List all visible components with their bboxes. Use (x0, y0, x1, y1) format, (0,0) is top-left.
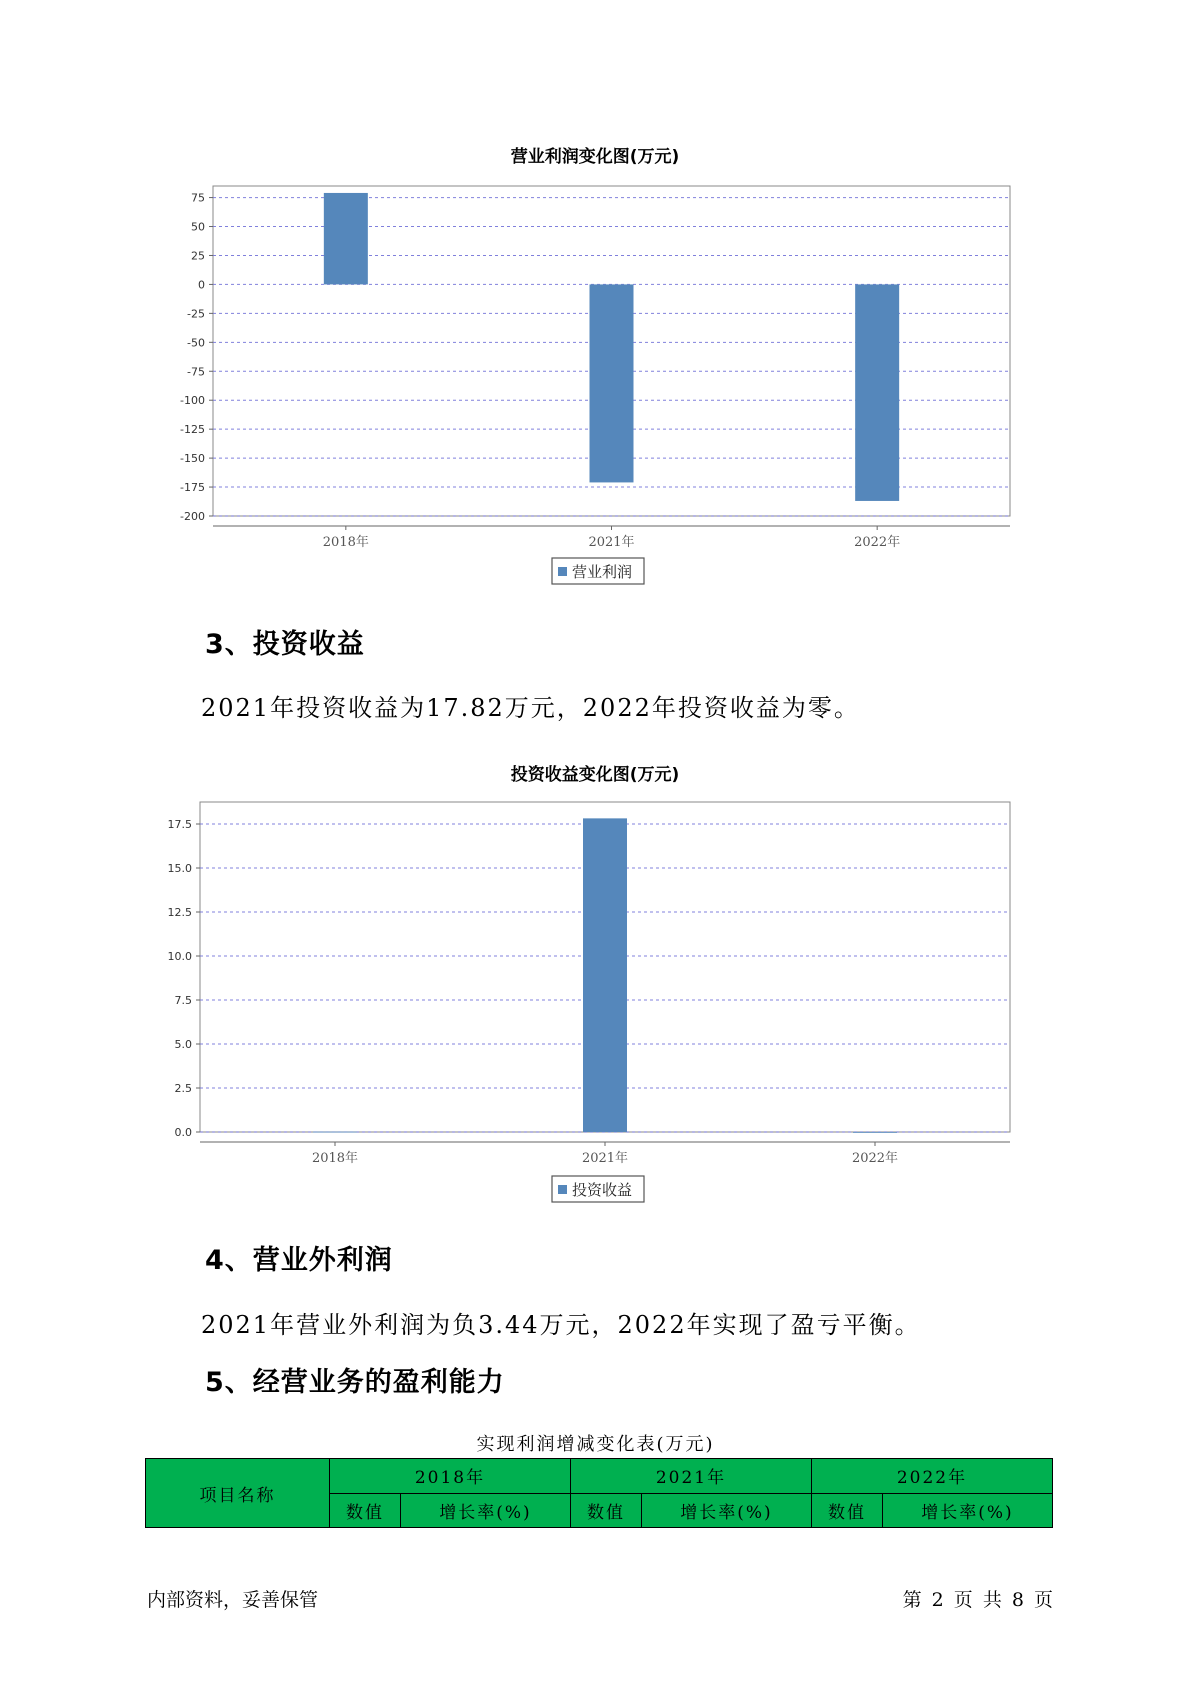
y-tick-label: 17.5 (167, 818, 192, 831)
legend-label: 投资收益 (572, 1181, 633, 1199)
legend-swatch (558, 1185, 567, 1194)
legend-label: 营业利润 (572, 563, 633, 581)
y-tick-label: -75 (187, 365, 205, 379)
legend-swatch (558, 567, 567, 576)
y-tick-label: -125 (180, 423, 205, 437)
value-header-2021: 数值 (570, 1493, 641, 1528)
x-tick-label: 2021年 (581, 1151, 629, 1166)
y-tick-label: 50 (191, 220, 205, 234)
y-tick-label: 2.5 (174, 1082, 192, 1095)
y-tick-label: -175 (180, 481, 205, 495)
y-tick-label: 12.5 (167, 906, 192, 919)
y-tick-label: -25 (187, 307, 205, 321)
value-header-2022: 数值 (811, 1493, 882, 1528)
x-tick-label: 2018年 (322, 535, 369, 550)
bar (590, 284, 634, 482)
x-tick-label: 2021年 (588, 535, 635, 550)
y-tick-label: 0 (198, 278, 205, 292)
x-tick-label: 2022年 (851, 1151, 899, 1166)
section-5-heading: 5、经营业务的盈利能力 (205, 1367, 505, 1398)
y-tick-label: 0.0 (174, 1126, 192, 1139)
y-tick-label: -50 (187, 336, 205, 350)
item-name-header: 项目名称 (146, 1459, 330, 1528)
investment-income-chart-svg (0, 758, 1191, 1218)
value-header-2018: 数值 (330, 1493, 401, 1528)
footer-confidential-note: 内部资料，妥善保管 (147, 1589, 319, 1611)
y-tick-label: -100 (180, 394, 205, 408)
section-4-heading: 4、营业外利润 (205, 1245, 393, 1276)
bar (855, 284, 899, 501)
bar (583, 818, 627, 1132)
rate-header-2018: 增长率(%) (400, 1493, 570, 1528)
investment-income-chart (0, 758, 1191, 1218)
x-tick-label: 2018年 (311, 1151, 359, 1166)
operating-profit-chart (0, 140, 1191, 600)
y-tick-label: -150 (180, 452, 205, 466)
y-tick-label: 15.0 (167, 862, 192, 875)
table-caption: 实现利润增减变化表(万元) (476, 1434, 715, 1455)
bar (313, 1132, 357, 1133)
section-3-paragraph: 2021年投资收益为17.82万元，2022年投资收益为零。 (201, 694, 860, 722)
rate-header-2022: 增长率(%) (882, 1493, 1052, 1528)
y-tick-label: 75 (191, 191, 205, 205)
footer-page-number: 第 2 页 共 8 页 (902, 1589, 1053, 1611)
section-3-heading: 3、投资收益 (205, 629, 365, 660)
profit-change-table (145, 1458, 1053, 1528)
year-header-2022: 2022年 (811, 1459, 1052, 1494)
section-4-paragraph: 2021年营业外利润为负3.44万元，2022年实现了盈亏平衡。 (201, 1311, 921, 1339)
bar (324, 193, 368, 284)
bar (853, 1132, 897, 1133)
y-tick-label: 25 (191, 249, 205, 263)
y-tick-label: 7.5 (174, 994, 192, 1007)
year-header-2018: 2018年 (330, 1459, 571, 1494)
year-header-2021: 2021年 (570, 1459, 811, 1494)
y-tick-label: 5.0 (174, 1038, 192, 1051)
y-tick-label: 10.0 (167, 950, 192, 963)
operating-profit-chart-svg (0, 140, 1191, 600)
x-tick-label: 2022年 (854, 535, 901, 550)
rate-header-2021: 增长率(%) (641, 1493, 811, 1528)
y-tick-label: -200 (180, 510, 205, 523)
chart-title: 投资收益变化图(万元) (510, 765, 680, 785)
chart-title: 营业利润变化图(万元) (510, 147, 680, 167)
